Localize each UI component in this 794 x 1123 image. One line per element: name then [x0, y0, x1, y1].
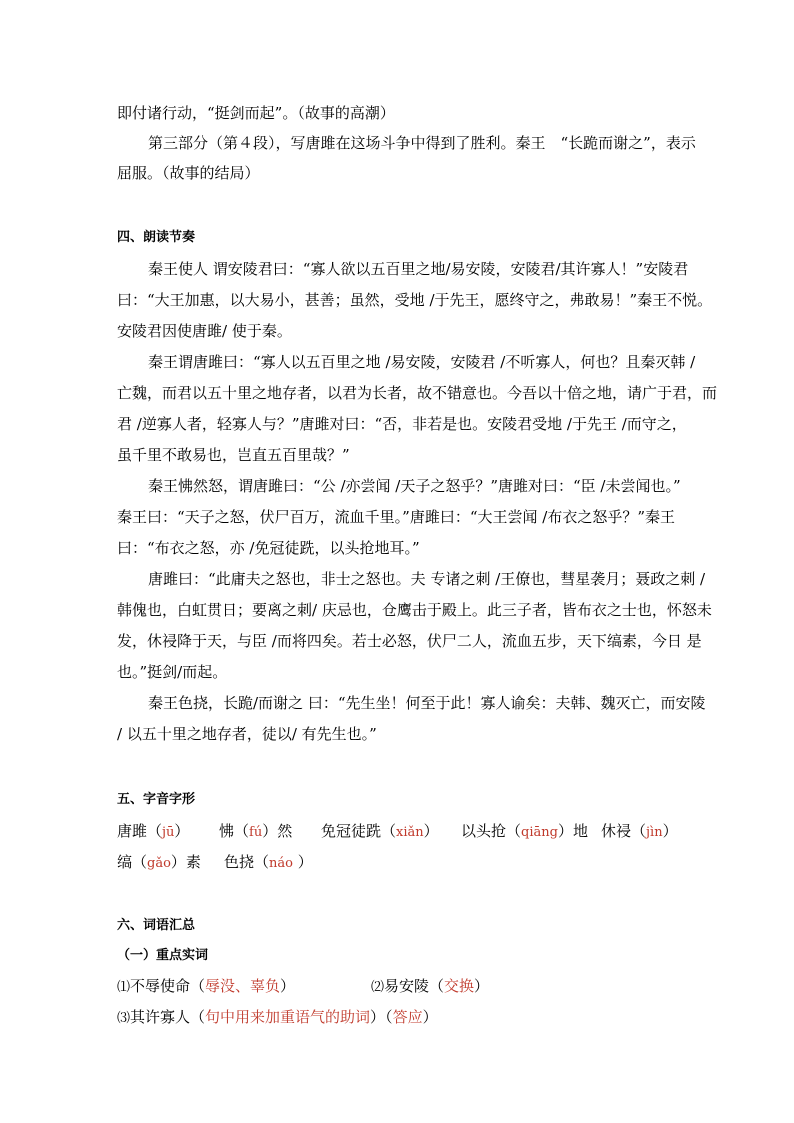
pron-item-6: 色挠（náo ）: [224, 853, 313, 871]
vocab-item-0: ⑴不辱使命（辱没、辜负）: [117, 977, 296, 995]
meaning-text: 交换: [444, 977, 475, 995]
rhythm-p5-line2: / 以五十里之地存者，徒以/ 有先生也。”: [117, 725, 377, 743]
rhythm-p2-line2: 亡魏，而君以五十里之地存者，以君为长者，故不错意也。今吾以十倍之地，请广于君，而: [117, 384, 718, 402]
meaning-text: 辱没、辜负: [205, 977, 281, 995]
pinyin-text: xiǎn: [396, 825, 424, 840]
pronunciation-row-1: [117, 821, 677, 843]
rhythm-p3-line3: 曰：“布衣之怒，亦 /免冠徒跣，以头抢地耳。”: [117, 539, 420, 557]
rhythm-p4-line1: 唐雎曰：“此庸夫之怒也，非士之怒也。夫 专诸之刺 /王僚也，彗星袭月；聂政之刺 /: [148, 570, 706, 588]
rhythm-p4-line4: 也。”挺剑/而起。: [117, 663, 228, 681]
pronunciation-row-2: [117, 852, 677, 874]
pron-item-3: 以头抢（qiāng）地: [461, 822, 588, 840]
pinyin-text: náo: [269, 856, 293, 871]
pinyin-text: jìn: [646, 825, 663, 840]
rhythm-p5-line1: 秦王色挠，长跪/而谢之 曰：“先生坐！何至于此！寡人谕矣：夫韩、魏灭亡，而安陵: [148, 694, 706, 712]
pron-item-5: 缟（gǎo）素: [117, 853, 201, 871]
rhythm-p1-line3: 安陵君因使唐雎/ 使于秦。: [117, 322, 292, 340]
vocab-item-1: ⑵易安陵（交换）: [371, 977, 490, 995]
vocab-row-2: [117, 1007, 677, 1029]
meaning-text-2: 答应: [392, 1008, 423, 1026]
rhythm-p1-line2: 曰：“大王加惠，以大易小，甚善；虽然，受地 /于先王，愿终守之，弗敢易！”秦王不悦。: [117, 291, 713, 309]
section-heading-pronunciation: 五、字音字形: [117, 792, 196, 807]
pinyin-text: gǎo: [147, 856, 171, 871]
rhythm-p3-line1: 秦王怫然怒，谓唐雎曰：“公 /亦尝闻 /天子之怒乎？”唐雎对曰：“臣 /未尝闻也。”: [148, 477, 681, 495]
subheading-key-words: （一）重点实词: [117, 948, 209, 963]
rhythm-p3-line2: 秦王曰：“天子之怒，伏尸百万，流血千里。”唐雎曰：“大王尝闻 /布衣之怒乎？”秦王: [117, 508, 675, 526]
rhythm-p2-line1: 秦王谓唐雎曰：“寡人以五百里之地 /易安陵，安陵君 /不听寡人，何也？且秦灭韩 /: [148, 353, 696, 371]
story-line-1: 即付诸行动，“挺剑而起”。（故事的高潮）: [117, 104, 395, 122]
rhythm-p1-line1: 秦王使人 谓安陵君曰：“寡人欲以五百里之地/易安陵，安陵君/其许寡人！”安陵君: [148, 260, 689, 278]
pron-item-4: 休祲（jìn）: [601, 822, 678, 840]
pron-item-2: 免冠徒跣（xiǎn）: [321, 822, 439, 840]
rhythm-p4-line3: 发，休祲降于天，与臣 /而将四矣。若士必怒，伏尸二人，流血五步，天下缟素，今日 是: [117, 632, 702, 650]
vocab-row-1: [117, 976, 677, 998]
pinyin-text: qiāng: [521, 825, 558, 840]
pron-item-0: 唐雎（jū）: [117, 822, 190, 840]
section-heading-reading-rhythm: 四、朗读节奏: [117, 230, 196, 245]
pron-item-1: 怫（fú）然: [219, 822, 293, 840]
meaning-text: 句中用来加重语气的助词: [205, 1008, 371, 1026]
pinyin-text: jū: [162, 825, 175, 840]
rhythm-p2-line4: 虽千里不敢易也，岂直五百里哉？”: [117, 446, 350, 464]
vocab-item-2: ⑶其许寡人（句中用来加重语气的助词）（答应）: [117, 1008, 438, 1026]
rhythm-p2-line3: 君 /逆寡人者，轻寡人与？”唐雎对曰：“否，非若是也。安陵君受地 /于先王 /而守之，: [117, 415, 687, 433]
story-line-3: 屈服。（故事的结局）: [117, 164, 260, 182]
pinyin-text: fú: [249, 825, 263, 840]
rhythm-p4-line2: 韩傀也，白虹贯日；要离之刺/ 庆忌也，仓鹰击于殿上。此三子者，皆布衣之士也，怀怒未: [117, 601, 712, 619]
section-heading-vocabulary: 六、词语汇总: [117, 918, 196, 933]
story-line-2: 第三部分（第４段），写唐雎在这场斗争中得到了胜利。秦王 “长跪而谢之”，表示: [148, 134, 696, 152]
